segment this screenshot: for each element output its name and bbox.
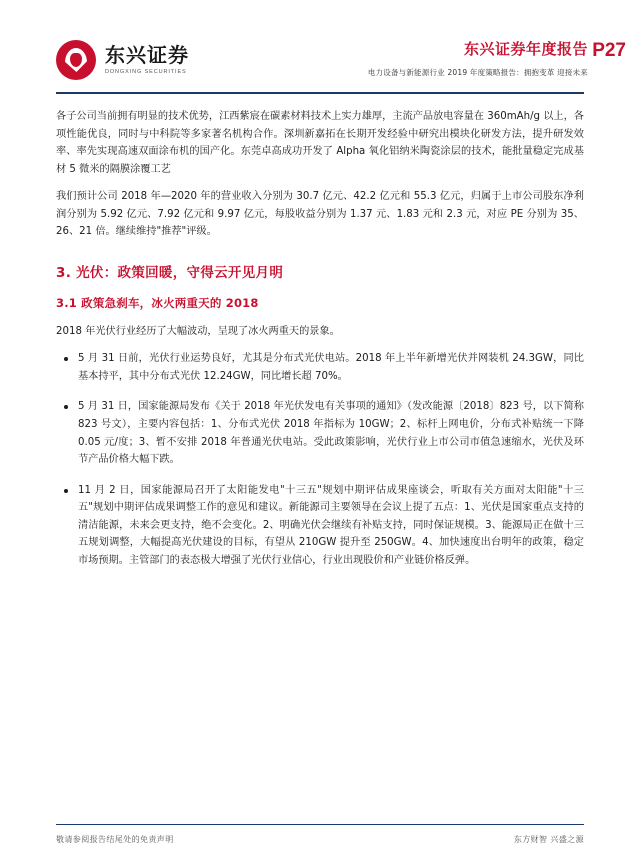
page-header: [0, 0, 640, 92]
logo-company-name-en: DONGXING SECURITIES: [105, 68, 187, 75]
page-number: P27: [592, 40, 626, 61]
header-divider: [56, 92, 584, 94]
list-item: 5 月 31 日，国家能源局发布《关于 2018 年光伏发电有关事项的通知》（发改能源〔2018〕823 号，以下简称 823 号文），主要内容包括：1、分布式光伏 2018 年指标为 10GW；2、标杆上网电价，分布式补贴统一下降 0.05 元/度；3、暂不安排 2018 年普通光伏电站。受此政策影响，光伏行业上市公司市值急速缩水，光伏及环节产品价格大幅下跌。: [56, 398, 584, 468]
footer-disclaimer: 敬请参阅报告结尾处的免责声明: [56, 835, 174, 844]
paragraph-forecast: 我们预计公司 2018 年—2020 年的营业收入分别为 30.7 亿元、42.2 亿元和 55.3 亿元，归属于上市公司股东净利润分别为 5.92 亿元、7.92 亿元和 9.97 亿元，每股收益分别为 1.37 元、1.83 元和 2.3 元，对应 PE 分别为 35、26、21 倍。继续维持"推荐"评级。: [56, 191, 584, 238]
footer-divider: [56, 824, 584, 825]
section-heading-solar: 3. 光伏：政策回暖，守得云开见月明: [56, 264, 284, 281]
company-logo: [56, 40, 189, 80]
header-title-block: [368, 38, 588, 78]
dongxing-logo-icon: [56, 40, 96, 80]
paragraph-company-tech: 各子公司当前拥有明显的技术优势，江西紫宸在碳素材料技术上实力雄厚，主流产品放电容量在 360mAh/g 以上，各项性能优良，同时与中科院等多家著名机构合作。深圳新嘉拓在长期开发经验中研究出模块化研发方法，提升研发效率、率先实现高速双面涂布机的国产化。东莞卓高成功开发了 Alpha 氧化铝纳米陶瓷涂层的技术，能批量稳定完成基材 5 微米的隔膜涂覆工艺: [56, 111, 584, 175]
report-title: 东兴证券年度报告: [463, 40, 588, 58]
bullet-list: [56, 350, 584, 569]
paragraph-intro-2018: 2018 年光伏行业经历了大幅波动，呈现了冰火两重天的景象。: [56, 325, 340, 337]
footer-slogan: 东方财智 兴盛之源: [513, 835, 584, 844]
report-subtitle: 电力设备与新能源行业 2019 年度策略报告：拥抱变革 迎接未来: [367, 68, 588, 77]
logo-company-name-cn: 东兴证券: [105, 42, 189, 67]
document-content: [56, 108, 584, 582]
logo-text-block: [105, 42, 189, 76]
list-item: 5 月 31 日前，光伏行业运势良好，尤其是分布式光伏电站。2018 年上半年新增光伏并网装机 24.3GW，同比基本持平，其中分布式光伏 12.24GW，同比增长超 70%。: [56, 350, 584, 385]
list-item: 11 月 2 日，国家能源局召开了太阳能发电"十三五"规划中期评估成果座谈会，听取有关方面对太阳能"十三五"规划中期评估成果调整工作的意见和建议。新能源司主要领导在会议上提了五点：1、光伏是国家重点支持的清洁能源，未来会更支持，绝不会变化。2、明确光伏会继续有补贴支持，同时保证规模。3、能源局正在做十三五规划调整，大幅提高光伏建设的目标，有望从 210GW 提升至 250GW。4、加快速度出台明年的政策，稳定市场预期。主管部门的表态极大增强了光伏行业信心，行业出现股价和产业链价格反弹。: [56, 482, 584, 570]
subsection-heading-policy: 3.1 政策急刹车，冰火两重天的 2018: [56, 295, 259, 310]
